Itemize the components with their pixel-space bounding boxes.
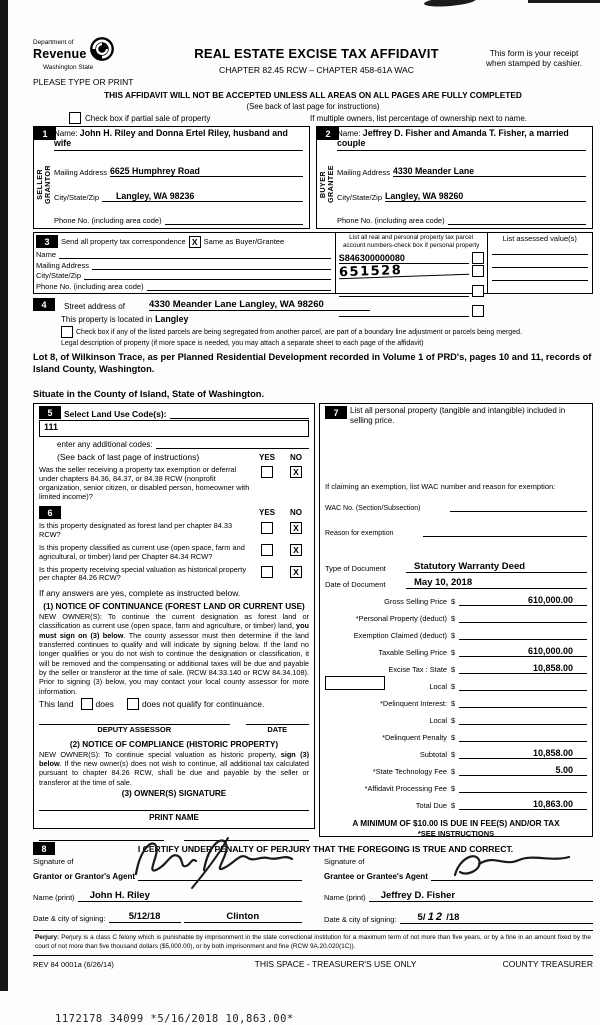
dor-logo <box>33 36 158 87</box>
state-technology-fee-value[interactable]: 5.00 <box>459 765 587 776</box>
type-of-document-label: Type of Document <box>325 564 386 574</box>
corr-csz-value[interactable] <box>84 279 331 280</box>
grantee-date-value[interactable]: 5/ 12 /18 <box>400 911 593 924</box>
grantor-name-print-label: Name (print) <box>33 893 75 903</box>
seller-box <box>33 126 310 229</box>
affidavit-processing-fee-label: *Affidavit Processing Fee <box>364 784 447 794</box>
tax-correspondence-box <box>33 232 593 294</box>
forest-land-question: Is this property designated as forest land per chapter 84.33 RCW? <box>39 521 233 540</box>
parcel-blank-line-2[interactable] <box>339 316 469 317</box>
subtotal-label: Subtotal <box>419 750 447 760</box>
section5-number: 5 <box>39 406 61 419</box>
street-address-label: Street address of <box>64 302 125 312</box>
no-header-6: NO <box>290 508 302 518</box>
current-use-question: Is this property classified as current use (open space, farm and agricultural, or timber) land per Chapter 84.34 RCW? <box>39 542 245 561</box>
multiple-owners-note: If multiple owners, list percentage of ownership next to name. <box>310 113 527 123</box>
grantor-signature <box>128 832 298 884</box>
personal-property-checkbox-2[interactable] <box>472 265 484 277</box>
grantee-agent-label: Grantee or Grantee's Agent <box>324 872 428 882</box>
logo-state-line: Washington State <box>43 64 94 71</box>
seller-csz-value[interactable]: Langley, WA 98236 <box>102 191 303 202</box>
exemption-no-checkbox[interactable]: X <box>290 466 302 478</box>
located-in-label: This property is located in <box>61 314 153 324</box>
yes-header-5: YES <box>258 452 275 462</box>
scan-artifact <box>528 0 600 3</box>
personal-property-checkbox-3[interactable] <box>472 285 484 297</box>
does-not-qualify-checkbox[interactable] <box>127 698 139 710</box>
buyer-box <box>316 126 593 229</box>
corr-mailing-label: Mailing Address <box>36 260 89 270</box>
buyer-name-value[interactable]: Jeffrey D. Fisher and Amanda T. Fisher, a married couple <box>337 128 569 149</box>
personal-property-box: 7 List all personal property (tangible and intangible) included in selling price. If claiming an exemption, list WAC number and reason for exemption: WAC No. (Section/Subsection) Reason for exemption Type of Document Statutory Warranty Deed Date of Document May 10, 2018 Gross Selling Price $ 610,000.00 *Personal Property (deduct) $ Exemption Claimed (deduct) $ Taxable Selling Price $ 610,000.00 Excise Tax : State $ 10,858.00 Local $ *Delinquent Interest: $ Local $ *Delinquent Penalty $ Subtotal $ 10,858.00 *State Technology Fee $ 5.00 *Affidavit Processing Fee $ Total Due $ 10,863.00 A MINIMUM OF $10.00 IS DUE IN FEE(S) AND/OR TAX *SEE INSTRUCTIONS <box>319 403 593 837</box>
buyer-phone-label: Phone No. (including area code) <box>337 216 445 226</box>
instructions-note: (See back of last page for instructions) <box>246 102 380 112</box>
historic-property-question: Is this property receiving special valuation as historical property per chapter 84.26 RCW? <box>39 564 247 583</box>
corr-phone-label: Phone No. (including area code) <box>36 282 144 292</box>
corr-name-label: Name <box>36 249 57 259</box>
send-correspondence-label: Send all property tax correspondence <box>61 237 186 247</box>
reason-exemption-field[interactable] <box>423 536 587 537</box>
grantee-date-handwritten: 12 <box>427 911 444 924</box>
local-2-label: Local <box>429 716 447 726</box>
delinquent-interest-label: *Delinquent Interest: <box>380 699 447 709</box>
grantor-date-city-label: Date & city of signing: <box>33 914 106 924</box>
delinquent-penalty-label: *Delinquent Penalty <box>382 733 447 743</box>
segregated-label: Check box if any of the listed parcels are being segregated from another parcel, are part of a boundary line adjustment or parcels being merged. <box>76 328 522 336</box>
delinquent-interest-value[interactable] <box>459 697 587 708</box>
street-address-value[interactable]: 4330 Meander Lane Langley, WA 98260 <box>149 299 370 311</box>
current-use-yes-checkbox[interactable] <box>261 544 273 556</box>
partial-sale-label: Check box if partial sale of property <box>85 113 211 123</box>
grantor-name-value[interactable]: John H. Riley <box>78 890 302 902</box>
exemption-yes-checkbox[interactable] <box>261 466 273 478</box>
section8-number: 8 <box>33 842 55 855</box>
seller-mailing-value[interactable]: 6625 Humphrey Road <box>110 166 303 177</box>
date-of-document-label: Date of Document <box>325 580 386 590</box>
footer-row <box>33 955 593 969</box>
additional-codes-field[interactable] <box>156 448 309 449</box>
corr-phone-value[interactable] <box>147 290 331 291</box>
see-back-note: (See back of last page of instructions) <box>57 452 200 463</box>
property-location-section <box>33 298 593 399</box>
seller-csz-label: City/State/Zip <box>54 192 100 202</box>
gross-selling-price-label: Gross Selling Price <box>384 597 447 607</box>
grantor-date-value[interactable]: 5/12/18 <box>109 911 181 923</box>
exemption-claimed-label: Exemption Claimed (deduct) <box>353 631 447 641</box>
reason-exemption-label: Reason for exemption <box>325 530 394 538</box>
perjury-notice: Perjury: Perjury is a class C felony which is punishable by imprisonment in the state correctional institution for a maximum term of not more than five years, or by a fine in an amount fixed by the court of not more than five thousand dollars ($5,000.00), or by both imprisonment and fine (RCW 9A.20.020(1C)). <box>33 930 593 953</box>
section1-number: 1 <box>34 127 56 140</box>
grantor-agent-label: Grantor or Grantor's Agent <box>33 872 136 882</box>
buyer-csz-value[interactable]: Langley, WA 98260 <box>385 191 586 202</box>
notice-compliance-title: (2) NOTICE OF COMPLIANCE (HISTORIC PROPERTY) <box>69 739 279 749</box>
land-use-box <box>33 403 315 829</box>
logo-revenue-line: Revenue <box>33 47 87 62</box>
form-rev-number: REV 84 0001a (6/26/14) <box>33 960 114 970</box>
buyer-mailing-label: Mailing Address <box>337 167 390 177</box>
any-yes-note: If any answers are yes, complete as instructed below. <box>39 588 241 599</box>
owner-signature-line[interactable] <box>39 810 309 811</box>
notice-continuance-title: (1) NOTICE OF CONTINUANCE (FOREST LAND OR CURRENT USE) <box>43 602 305 612</box>
personal-property-checkbox-1[interactable] <box>472 252 484 264</box>
does-not-label: does not qualify for continuance. <box>141 698 265 709</box>
local-2-value[interactable] <box>459 714 587 725</box>
personal-property-checkbox-4[interactable] <box>472 305 484 317</box>
assessed-values-header: List assessed value(s) <box>502 234 577 244</box>
section2-number: 2 <box>317 127 339 140</box>
seller-side-label: SELLER GRANTOR <box>34 164 52 204</box>
does-label: does <box>95 698 114 709</box>
total-due-label: Total Due <box>415 801 447 811</box>
yes-header-6: YES <box>258 508 275 518</box>
delinquent-penalty-value[interactable] <box>459 731 587 742</box>
buyer-side-label: BUYER GRANTEE <box>317 165 335 204</box>
segregated-checkbox[interactable] <box>61 326 73 338</box>
grantee-signature <box>443 849 573 883</box>
local-tax-input-box[interactable] <box>325 676 385 690</box>
type-of-document-value[interactable]: Statutory Warranty Deed <box>406 561 587 573</box>
section4-number: 4 <box>33 298 55 311</box>
seller-phone-value[interactable] <box>165 224 303 225</box>
personal-property-title: List all personal property (tangible and intangible) included in selling price. <box>350 406 566 426</box>
seller-mailing-label: Mailing Address <box>54 167 107 177</box>
deputy-assessor-label: DEPUTY ASSESSOR <box>97 724 172 734</box>
receipt-note: This form is your receipt when stamped by cashier. <box>486 48 582 68</box>
assessed-line-2[interactable] <box>492 267 588 268</box>
exemption-claim-note: If claiming an exemption, list WAC number and reason for exemption: <box>325 482 556 492</box>
scan-artifact <box>424 0 477 8</box>
land-use-title: Select Land Use Code(s): <box>64 409 167 420</box>
located-in-value[interactable]: Langley <box>155 314 189 325</box>
parcel-header: List all real and personal property tax parcel account numbers-check box if personal property <box>342 234 480 250</box>
excise-tax-state-label: Excise Tax : State <box>388 665 447 675</box>
grantee-name-print-label: Name (print) <box>324 893 366 903</box>
historic-no-checkbox[interactable]: X <box>290 566 302 578</box>
legal-description-value[interactable]: Lot 8, of Wilkinson Trace, as per Planned Residential Development recorded in Volume 1 of PRD's, pages 10 and 11, records of Island County, Washington. <box>33 352 592 375</box>
wac-number-label: WAC No. (Section/Subsection) <box>325 505 421 513</box>
same-as-buyer-checkbox[interactable]: X <box>189 236 201 248</box>
does-qualify-checkbox[interactable] <box>81 698 93 710</box>
same-as-buyer-label: Same as Buyer/Grantee <box>203 237 285 247</box>
taxable-selling-price-value[interactable]: 610,000.00 <box>459 646 587 657</box>
treasurer-receipt-stamp: 1172178 34099 *5/16/2018 10,863.00* <box>55 1013 294 1025</box>
form-subtitle: CHAPTER 82.45 RCW – CHAPTER 458-61A WAC <box>218 65 414 75</box>
logo-dept-line: Department of <box>33 38 74 46</box>
personal-property-deduct-value[interactable] <box>459 612 587 623</box>
grantor-signature-of-label: Signature of <box>33 857 74 867</box>
warning-line: THIS AFFIDAVIT WILL NOT BE ACCEPTED UNLESS ALL AREAS ON ALL PAGES ARE FULLY COMPLETED <box>104 90 522 101</box>
state-technology-fee-label: *State Technology Fee <box>372 767 447 777</box>
parcel-handwritten-value[interactable]: 651528 <box>339 263 469 279</box>
forest-no-checkbox[interactable]: X <box>290 522 302 534</box>
buyer-name-label: Name: <box>337 129 361 139</box>
scan-edge-strip <box>0 0 8 991</box>
buyer-mailing-value[interactable]: 4330 Meander Lane <box>393 166 586 177</box>
affidavit-processing-fee-value[interactable] <box>459 782 587 793</box>
grantee-name-value[interactable]: Jeffrey D. Fisher <box>369 890 593 902</box>
gross-selling-price-value[interactable]: 610,000.00 <box>459 595 587 606</box>
notice-continuance-body: NEW OWNER(S): To continue the current designation as forest land or classification as current use (open space, farm and agriculture, or timber) land, you must sign on (3) below. The county assessor must then determine if the land transferred continues to qualify and will indicate by signing below. If the land no longer qualifies or you do not wish to continue the designation or classification, it will be removed and the compensating or additional taxes will be due and payable by the seller or transferor at the time of sale. (RCW 84.33.140 or RCW 84.34.108). Prior to signing (3) below, you may contact your local county assessor for more information. <box>39 612 309 696</box>
grantee-signature-of-label: Signature of <box>324 857 365 867</box>
legal-description-label: Legal description of property (if more space is needed, you may attach a separate sheet to each page of the affidavit) <box>61 340 424 348</box>
corr-name-value[interactable] <box>59 258 331 259</box>
type-or-print-label: PLEASE TYPE OR PRINT <box>33 77 134 88</box>
partial-sale-checkbox[interactable] <box>69 112 81 124</box>
owner-signature-title: (3) OWNER(S) SIGNATURE <box>121 789 227 799</box>
personal-property-deduct-label: *Personal Property (deduct) <box>355 614 447 624</box>
situate-line: Situate in the County of Island, State of Washington. <box>33 389 265 400</box>
minimum-fee-note: A MINIMUM OF $10.00 IS DUE IN FEE(S) AND/OR TAX <box>352 819 560 829</box>
corr-csz-label: City/State/Zip <box>36 271 82 281</box>
certify-statement: I CERTIFY UNDER PENALTY OF PERJURY THAT THE FOREGOING IS TRUE AND CORRECT. <box>137 843 514 854</box>
excise-tax-state-value[interactable]: 10,858.00 <box>459 663 587 674</box>
buyer-csz-label: City/State/Zip <box>337 192 383 202</box>
exemption-claimed-value[interactable] <box>459 629 587 640</box>
notice-compliance-body: NEW OWNER(S): To continue special valuation as historic property, sign (3) below. If the new owner(s) does not wish to continue, all additional tax calculated pursuant to chapter 84.26 RCW, shall be due and payable by the seller or transferor at the time of sale. <box>39 749 309 787</box>
dor-swirl-icon <box>89 36 115 64</box>
subtotal-value[interactable]: 10,858.00 <box>459 748 587 759</box>
section7-number: 7 <box>325 406 347 419</box>
treasurer-space-label: THIS SPACE - TREASURER'S USE ONLY <box>254 959 417 970</box>
local-label: Local <box>429 682 447 692</box>
wac-number-field[interactable] <box>450 511 587 512</box>
seller-phone-label: Phone No. (including area code) <box>54 216 162 226</box>
land-use-code-value: 111 <box>44 422 59 433</box>
buyer-phone-value[interactable] <box>448 224 586 225</box>
date-of-document-value[interactable]: May 10, 2018 <box>406 577 587 589</box>
assessed-line-3[interactable] <box>492 280 588 281</box>
seller-name-value[interactable]: John H. Riley and Donna Ertel Riley, husband and wife <box>54 128 288 149</box>
form-title: REAL ESTATE EXCISE TAX AFFIDAVIT <box>194 46 439 61</box>
total-due-value[interactable]: 10,863.00 <box>459 799 587 810</box>
assessed-line-1[interactable] <box>492 254 588 255</box>
section3-number: 3 <box>36 235 58 248</box>
current-use-no-checkbox[interactable]: X <box>290 544 302 556</box>
date-label: DATE <box>267 724 288 734</box>
grantee-date-city-label: Date & city of signing: <box>324 915 397 925</box>
no-header-5: NO <box>290 452 302 462</box>
local-value[interactable] <box>459 680 587 691</box>
corr-mailing-value[interactable] <box>92 269 331 270</box>
this-land-label: This land <box>39 698 74 709</box>
exemption-deferral-question: Was the seller receiving a property tax exemption or deferral under chapters 84.36, 84.37, or 84.38 RCW (nonprofit organization, senior citizen, or disabled person, homeowner with limited income)? <box>39 465 250 501</box>
grantor-city-value[interactable]: Clinton <box>184 911 302 923</box>
parcel-blank-line-1[interactable] <box>339 296 469 297</box>
historic-yes-checkbox[interactable] <box>261 566 273 578</box>
taxable-selling-price-label: Taxable Selling Price <box>378 648 447 658</box>
see-instructions-note: *SEE INSTRUCTIONS <box>417 829 495 839</box>
section6-number: 6 <box>39 506 61 519</box>
forest-yes-checkbox[interactable] <box>261 522 273 534</box>
seller-name-label: Name: <box>54 129 78 139</box>
land-use-code-field[interactable] <box>39 420 309 437</box>
print-name-label: PRINT NAME <box>149 813 199 823</box>
form-header <box>33 36 593 87</box>
county-treasurer-label: COUNTY TREASURER <box>502 959 593 970</box>
parcel-number-value[interactable]: S846300000080 <box>339 253 469 264</box>
additional-codes-label: enter any additional codes: <box>57 440 153 450</box>
